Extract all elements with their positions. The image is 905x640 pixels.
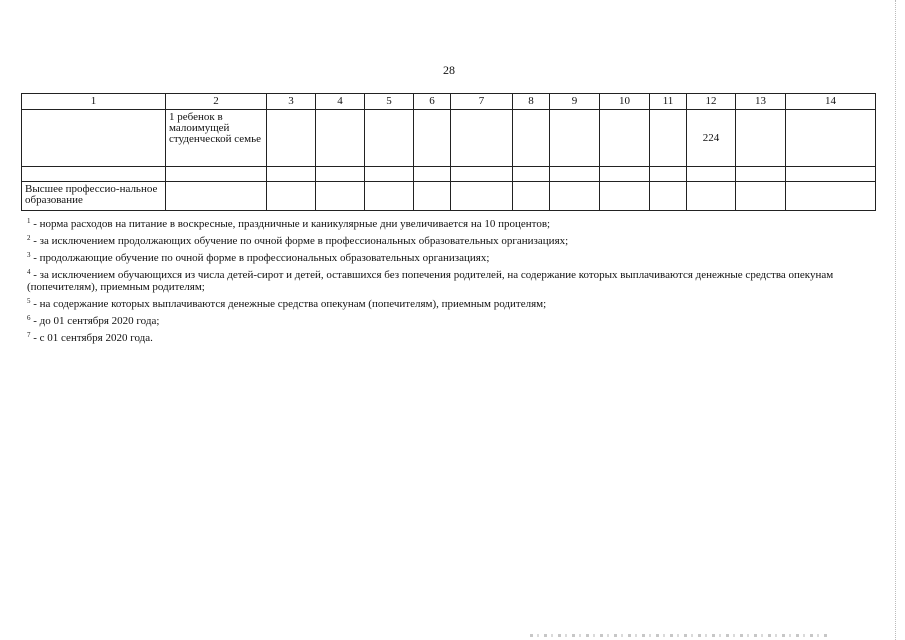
table-cell xyxy=(414,110,451,167)
table-cell xyxy=(736,167,786,182)
table-cell xyxy=(600,110,650,167)
scan-artifact xyxy=(530,634,830,637)
header-cell: 5 xyxy=(365,94,414,110)
table-cell xyxy=(736,110,786,167)
table-row xyxy=(22,110,876,167)
table-cell xyxy=(316,110,365,167)
table-cell xyxy=(22,167,166,182)
header-cell: 6 xyxy=(414,94,451,110)
table-cell xyxy=(786,182,876,211)
header-cell: 9 xyxy=(550,94,600,110)
table-cell xyxy=(22,182,166,211)
footnote-text: - с 01 сентября 2020 года. xyxy=(30,332,153,344)
table-cell xyxy=(513,110,550,167)
table-cell xyxy=(451,167,513,182)
table-cell xyxy=(365,110,414,167)
header-cell: 12 xyxy=(687,94,736,110)
footnote-mark: 7 xyxy=(27,331,31,339)
table-cell xyxy=(451,110,513,167)
footnote xyxy=(27,332,877,344)
footnote xyxy=(27,298,877,310)
footnote-mark: 5 xyxy=(27,297,31,305)
table-cell xyxy=(550,110,600,167)
footnote-text: - норма расходов на питание в воскресные, праздничные и каникулярные дни увеличивается на 10 процентов; xyxy=(30,218,551,230)
footnote-text: - на содержание которых выплачиваются денежные средства опекунам (попечителям), приемным родителям; xyxy=(30,298,547,310)
table-cell xyxy=(414,182,451,211)
table-cell xyxy=(451,182,513,211)
table-cell xyxy=(166,110,267,167)
footnote xyxy=(27,252,877,264)
table-cell xyxy=(365,167,414,182)
table-cell xyxy=(786,110,876,167)
table-cell xyxy=(166,182,267,211)
footnote-mark: 1 xyxy=(27,217,31,225)
table-cell xyxy=(600,182,650,211)
footnote-text: - продолжающие обучение по очной форме в профессиональных образовательных организациях; xyxy=(30,252,490,264)
table-row xyxy=(22,167,876,182)
header-cell: 11 xyxy=(650,94,687,110)
header-cell: 14 xyxy=(786,94,876,110)
header-cell: 1 xyxy=(22,94,166,110)
table-cell xyxy=(365,182,414,211)
header-cell: 13 xyxy=(736,94,786,110)
page-number: 28 xyxy=(443,63,455,77)
table-cell xyxy=(267,167,316,182)
footnote-mark: 4 xyxy=(27,268,31,276)
footnote xyxy=(27,235,877,247)
table-cell xyxy=(316,167,365,182)
table-cell xyxy=(316,182,365,211)
footnote xyxy=(27,269,877,293)
table-cell xyxy=(687,182,736,211)
footnote-mark: 6 xyxy=(27,314,31,322)
table-cell xyxy=(513,167,550,182)
category-label: 1 ребенок в малоимущей студенческой семье xyxy=(169,111,261,145)
footnote-text: - за исключением обучающихся из числа детей-сирот и детей, оставшихся без попечения родителей, на содержание которых выплачиваются денежные средства опекунам (попечителям), приемным родителям; xyxy=(27,269,834,293)
table-cell xyxy=(513,182,550,211)
education-level-label: Высшее профессио-нальное образование xyxy=(25,183,158,206)
table-cell xyxy=(600,167,650,182)
footnote-text: - до 01 сентября 2020 года; xyxy=(30,315,160,327)
header-cell: 8 xyxy=(513,94,550,110)
table-cell xyxy=(550,167,600,182)
footnote-mark: 2 xyxy=(27,234,31,242)
header-cell: 10 xyxy=(600,94,650,110)
header-cell: 3 xyxy=(267,94,316,110)
header-cell: 2 xyxy=(166,94,267,110)
scan-edge-line xyxy=(895,0,896,640)
table-cell xyxy=(550,182,600,211)
table-header-row xyxy=(22,94,876,110)
table-cell: 224 xyxy=(687,110,736,167)
footnote-mark: 3 xyxy=(27,251,31,259)
table-cell xyxy=(166,167,267,182)
header-cell: 4 xyxy=(316,94,365,110)
table-cell xyxy=(786,167,876,182)
table-cell xyxy=(22,110,166,167)
table-cell xyxy=(736,182,786,211)
table-cell xyxy=(414,167,451,182)
table-cell xyxy=(687,167,736,182)
table-cell xyxy=(267,182,316,211)
header-cell: 7 xyxy=(451,94,513,110)
table-cell xyxy=(650,110,687,167)
footnote-text: - за исключением продолжающих обучение по очной форме в профессиональных образовательных организациях; xyxy=(30,235,569,247)
table-row xyxy=(22,182,876,211)
data-table xyxy=(21,93,876,211)
table-cell xyxy=(650,182,687,211)
footnote xyxy=(27,315,877,327)
table-cell xyxy=(650,167,687,182)
footnotes xyxy=(27,218,877,349)
footnote xyxy=(27,218,877,230)
table-cell xyxy=(267,110,316,167)
